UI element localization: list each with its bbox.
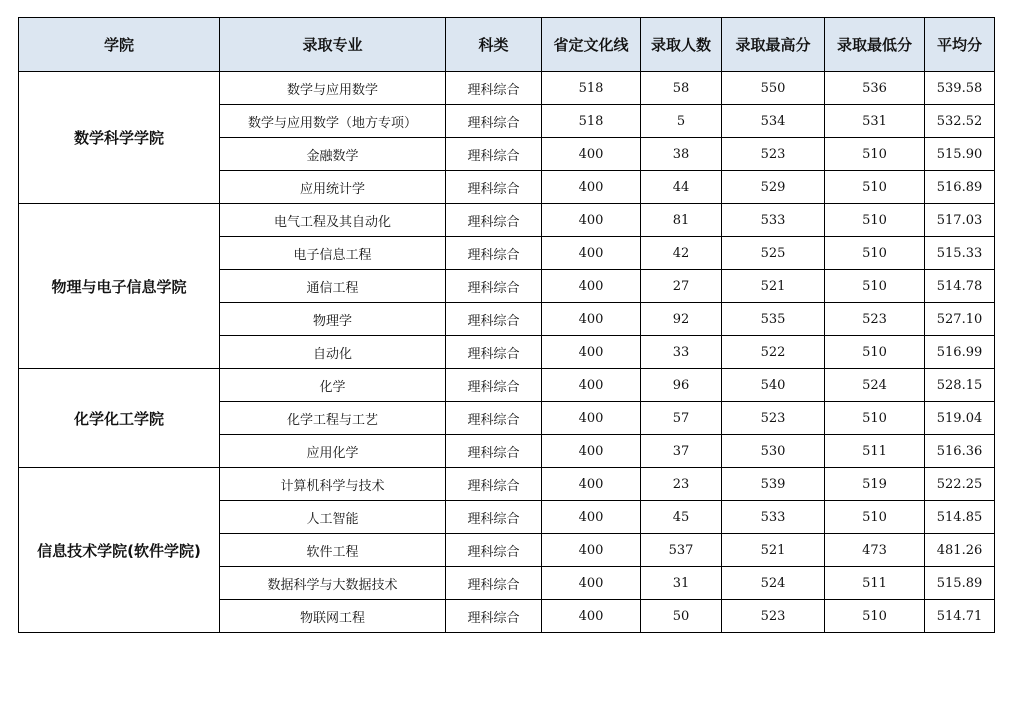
cell-average: 522.25 (925, 468, 995, 501)
cell-max-score: 529 (722, 171, 825, 204)
cell-average: 528.15 (925, 369, 995, 402)
cell-provincial-line: 400 (542, 270, 641, 303)
cell-max-score: 539 (722, 468, 825, 501)
cell-average: 515.33 (925, 237, 995, 270)
cell-admitted-count: 42 (641, 237, 722, 270)
cell-max-score: 523 (722, 600, 825, 633)
cell-admitted-count: 96 (641, 369, 722, 402)
cell-max-score: 522 (722, 336, 825, 369)
header-admitted-count: 录取人数 (641, 18, 722, 72)
cell-admitted-count: 37 (641, 435, 722, 468)
cell-min-score: 511 (825, 435, 925, 468)
cell-provincial-line: 400 (542, 369, 641, 402)
cell-average: 519.04 (925, 402, 995, 435)
cell-major: 通信工程 (220, 270, 446, 303)
cell-category: 理科综合 (446, 171, 542, 204)
cell-average: 515.90 (925, 138, 995, 171)
cell-admitted-count: 33 (641, 336, 722, 369)
cell-major: 金融数学 (220, 138, 446, 171)
cell-average: 515.89 (925, 567, 995, 600)
cell-max-score: 533 (722, 204, 825, 237)
cell-major: 物理学 (220, 303, 446, 336)
header-max-score: 录取最高分 (722, 18, 825, 72)
cell-category: 理科综合 (446, 204, 542, 237)
cell-major: 数学与应用数学 (220, 72, 446, 105)
cell-college: 物理与电子信息学院 (19, 204, 220, 369)
header-provincial-line: 省定文化线 (542, 18, 641, 72)
cell-min-score: 511 (825, 567, 925, 600)
cell-average: 514.71 (925, 600, 995, 633)
cell-category: 理科综合 (446, 435, 542, 468)
cell-min-score: 523 (825, 303, 925, 336)
cell-admitted-count: 537 (641, 534, 722, 567)
cell-average: 481.26 (925, 534, 995, 567)
cell-max-score: 540 (722, 369, 825, 402)
cell-major: 应用统计学 (220, 171, 446, 204)
cell-provincial-line: 400 (542, 402, 641, 435)
cell-provincial-line: 400 (542, 567, 641, 600)
cell-category: 理科综合 (446, 105, 542, 138)
cell-category: 理科综合 (446, 138, 542, 171)
header-average: 平均分 (925, 18, 995, 72)
cell-max-score: 533 (722, 501, 825, 534)
cell-provincial-line: 400 (542, 336, 641, 369)
cell-min-score: 510 (825, 171, 925, 204)
cell-min-score: 510 (825, 138, 925, 171)
cell-major: 数学与应用数学（地方专项） (220, 105, 446, 138)
cell-average: 539.58 (925, 72, 995, 105)
cell-average: 514.85 (925, 501, 995, 534)
cell-provincial-line: 400 (542, 171, 641, 204)
cell-category: 理科综合 (446, 369, 542, 402)
cell-max-score: 523 (722, 138, 825, 171)
cell-category: 理科综合 (446, 501, 542, 534)
cell-min-score: 510 (825, 600, 925, 633)
cell-category: 理科综合 (446, 534, 542, 567)
cell-min-score: 510 (825, 336, 925, 369)
cell-min-score: 510 (825, 204, 925, 237)
cell-min-score: 524 (825, 369, 925, 402)
header-row (19, 18, 995, 72)
cell-average: 517.03 (925, 204, 995, 237)
cell-max-score: 524 (722, 567, 825, 600)
cell-provincial-line: 400 (542, 435, 641, 468)
header-college: 学院 (19, 18, 220, 72)
cell-provincial-line: 400 (542, 237, 641, 270)
cell-min-score: 510 (825, 402, 925, 435)
cell-average: 516.89 (925, 171, 995, 204)
header-min-score: 录取最低分 (825, 18, 925, 72)
header-category: 科类 (446, 18, 542, 72)
cell-max-score: 534 (722, 105, 825, 138)
cell-major: 化学工程与工艺 (220, 402, 446, 435)
cell-average: 527.10 (925, 303, 995, 336)
cell-category: 理科综合 (446, 237, 542, 270)
cell-major: 电子信息工程 (220, 237, 446, 270)
table-row (19, 468, 995, 501)
cell-admitted-count: 38 (641, 138, 722, 171)
cell-category: 理科综合 (446, 303, 542, 336)
cell-major: 物联网工程 (220, 600, 446, 633)
cell-major: 软件工程 (220, 534, 446, 567)
cell-college: 数学科学学院 (19, 72, 220, 204)
cell-min-score: 510 (825, 501, 925, 534)
cell-min-score: 531 (825, 105, 925, 138)
cell-provincial-line: 400 (542, 600, 641, 633)
cell-major: 化学 (220, 369, 446, 402)
cell-provincial-line: 400 (542, 534, 641, 567)
cell-category: 理科综合 (446, 402, 542, 435)
cell-max-score: 521 (722, 270, 825, 303)
cell-average: 516.99 (925, 336, 995, 369)
cell-major: 自动化 (220, 336, 446, 369)
cell-provincial-line: 518 (542, 72, 641, 105)
cell-max-score: 530 (722, 435, 825, 468)
cell-max-score: 550 (722, 72, 825, 105)
cell-college: 化学化工学院 (19, 369, 220, 468)
header-major: 录取专业 (220, 18, 446, 72)
cell-admitted-count: 31 (641, 567, 722, 600)
cell-max-score: 521 (722, 534, 825, 567)
cell-max-score: 523 (722, 402, 825, 435)
cell-admitted-count: 58 (641, 72, 722, 105)
table-row (19, 72, 995, 105)
cell-provincial-line: 400 (542, 303, 641, 336)
cell-min-score: 473 (825, 534, 925, 567)
cell-admitted-count: 5 (641, 105, 722, 138)
cell-min-score: 510 (825, 270, 925, 303)
cell-min-score: 536 (825, 72, 925, 105)
cell-provincial-line: 400 (542, 204, 641, 237)
cell-category: 理科综合 (446, 270, 542, 303)
table-row (19, 369, 995, 402)
table-row (19, 204, 995, 237)
cell-category: 理科综合 (446, 336, 542, 369)
cell-average: 516.36 (925, 435, 995, 468)
cell-min-score: 510 (825, 237, 925, 270)
cell-major: 计算机科学与技术 (220, 468, 446, 501)
cell-min-score: 519 (825, 468, 925, 501)
cell-category: 理科综合 (446, 72, 542, 105)
admission-scores-table (18, 17, 995, 633)
cell-major: 电气工程及其自动化 (220, 204, 446, 237)
cell-admitted-count: 81 (641, 204, 722, 237)
cell-category: 理科综合 (446, 567, 542, 600)
cell-max-score: 525 (722, 237, 825, 270)
table-body (19, 72, 995, 633)
cell-major: 人工智能 (220, 501, 446, 534)
cell-provincial-line: 518 (542, 105, 641, 138)
cell-admitted-count: 45 (641, 501, 722, 534)
table-header (19, 18, 995, 72)
cell-category: 理科综合 (446, 468, 542, 501)
cell-provincial-line: 400 (542, 501, 641, 534)
cell-average: 532.52 (925, 105, 995, 138)
cell-admitted-count: 57 (641, 402, 722, 435)
cell-admitted-count: 23 (641, 468, 722, 501)
cell-provincial-line: 400 (542, 468, 641, 501)
cell-college: 信息技术学院(软件学院) (19, 468, 220, 633)
cell-admitted-count: 50 (641, 600, 722, 633)
cell-major: 数据科学与大数据技术 (220, 567, 446, 600)
cell-max-score: 535 (722, 303, 825, 336)
cell-category: 理科综合 (446, 600, 542, 633)
cell-admitted-count: 27 (641, 270, 722, 303)
cell-provincial-line: 400 (542, 138, 641, 171)
cell-major: 应用化学 (220, 435, 446, 468)
cell-admitted-count: 92 (641, 303, 722, 336)
cell-admitted-count: 44 (641, 171, 722, 204)
cell-average: 514.78 (925, 270, 995, 303)
